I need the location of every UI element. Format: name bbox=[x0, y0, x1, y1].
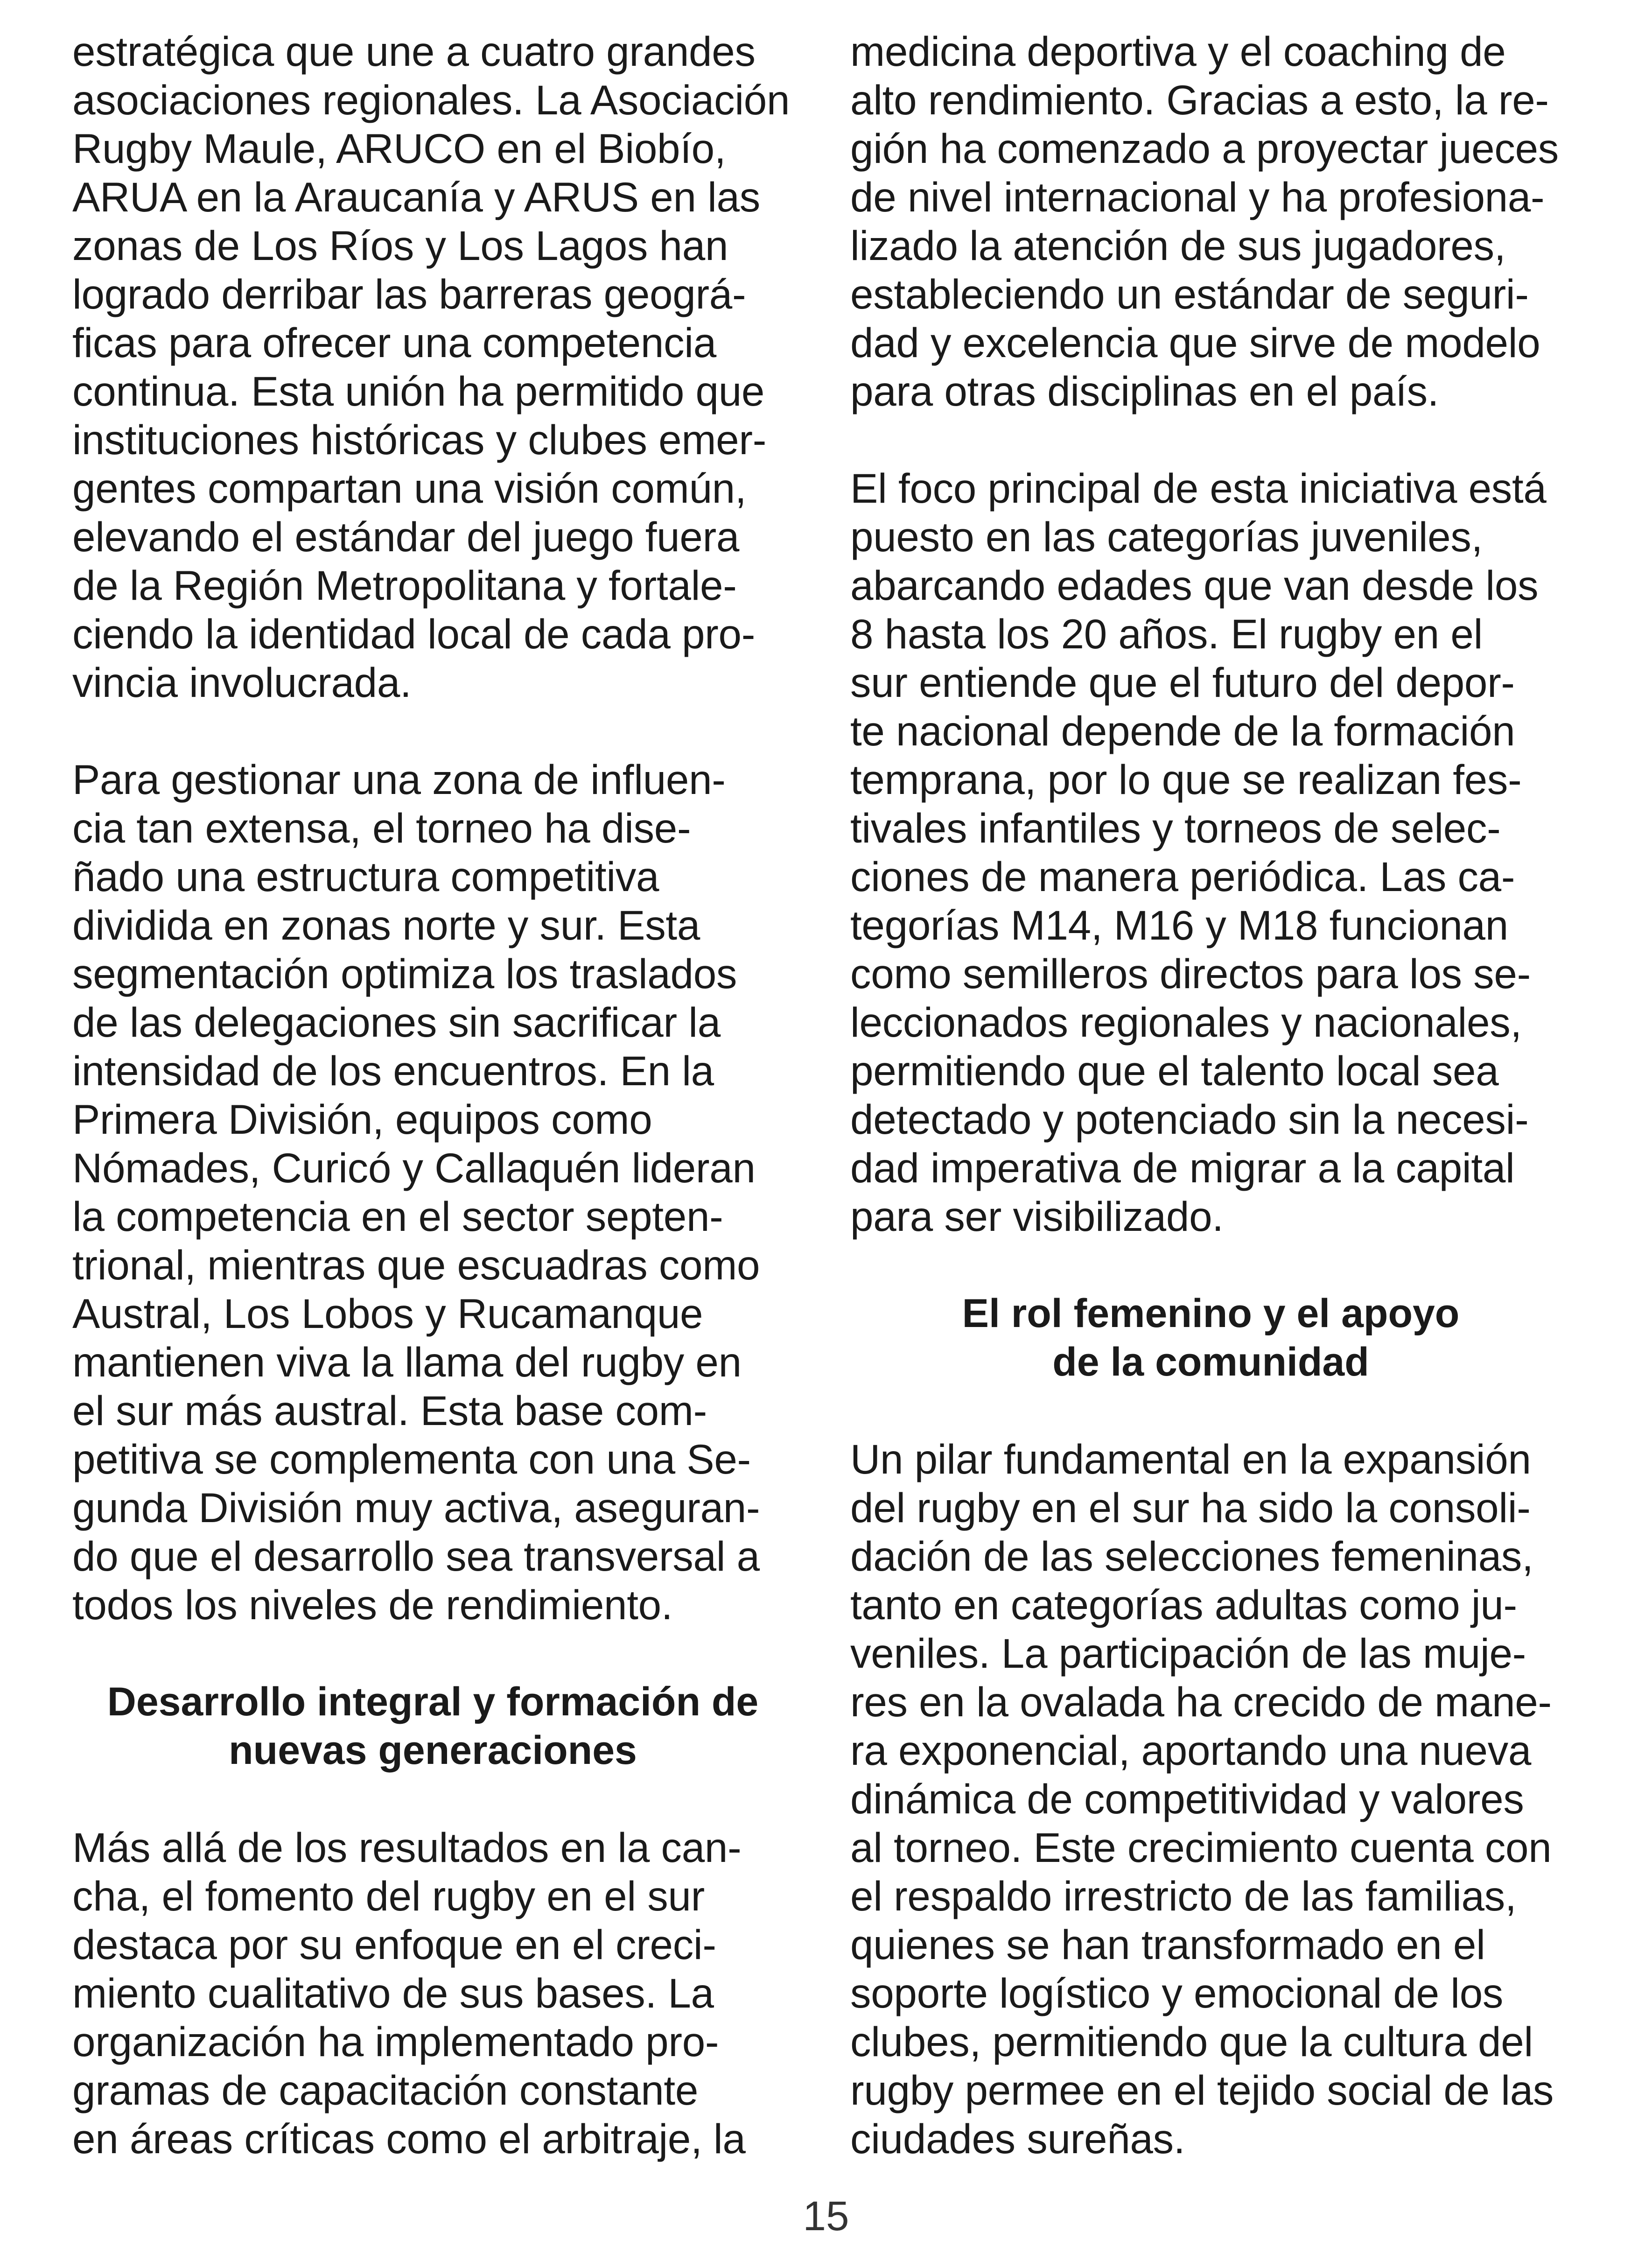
body-text-line: instituciones históricas y clubes emer- bbox=[72, 416, 767, 463]
body-text-line: tanto en categorías adultas como ju- bbox=[850, 1581, 1517, 1628]
section-heading-line: El rol femenino y el apoyo bbox=[962, 1291, 1460, 1336]
section-heading-line: Desarrollo integral y formación de bbox=[107, 1679, 759, 1724]
paragraph-gap bbox=[72, 1775, 793, 1823]
body-text-line: leccionados regionales y nacionales, bbox=[850, 999, 1522, 1046]
body-text-line: petitiva se complementa con una Se- bbox=[72, 1436, 751, 1482]
body-text-line: organización ha implementado pro- bbox=[72, 2018, 719, 2065]
body-text-line: ciudades sureñas. bbox=[850, 2115, 1185, 2162]
body-text-line: asociaciones regionales. La Asociación bbox=[72, 77, 790, 123]
body-text-line: dación de las selecciones femeninas, bbox=[850, 1533, 1533, 1580]
body-text-line: temprana, por lo que se realizan fes- bbox=[850, 756, 1522, 803]
section-heading-line: de la comunidad bbox=[1052, 1340, 1369, 1384]
body-text-line: medicina deportiva y el coaching de bbox=[850, 28, 1506, 75]
body-text-line: Austral, Los Lobos y Rucamanque bbox=[72, 1290, 703, 1337]
page-number: 15 bbox=[803, 2192, 849, 2239]
body-text-line: trional, mientras que escuadras como bbox=[72, 1242, 760, 1288]
body-text-line: 8 hasta los 20 años. El rugby en el bbox=[850, 611, 1483, 657]
body-text-line: estableciendo un estándar de seguri- bbox=[850, 271, 1529, 317]
body-text-line: para otras disciplinas en el país. bbox=[850, 368, 1439, 414]
body-text-line: Nómades, Curicó y Callaquén lideran bbox=[72, 1145, 756, 1191]
body-text-line: do que el desarrollo sea transversal a bbox=[72, 1533, 760, 1580]
body-text-line: todos los niveles de rendimiento. bbox=[72, 1581, 673, 1628]
body-text-line: El foco principal de esta iniciativa está bbox=[850, 465, 1547, 512]
body-text-line: cha, el fomento del rugby en el sur bbox=[72, 1873, 705, 1919]
body-text-line: la competencia en el sector septen- bbox=[72, 1193, 723, 1240]
body-text-line: tivales infantiles y torneos de selec- bbox=[850, 805, 1501, 851]
body-text-line: vincia involucrada. bbox=[72, 659, 412, 706]
body-text-line: logrado derribar las barreras geográ- bbox=[72, 271, 746, 317]
body-text-line: puesto en las categorías juveniles, bbox=[850, 513, 1483, 560]
body-text-line: gión ha comenzado a proyectar jueces bbox=[850, 125, 1559, 172]
body-text-line: soporte logístico y emocional de los bbox=[850, 1970, 1504, 2016]
paragraph-gap bbox=[72, 1629, 793, 1678]
body-text-line: en áreas críticas como el arbitraje, la bbox=[72, 2115, 746, 2162]
body-text-line: ARUA en la Araucanía y ARUS en las bbox=[72, 174, 760, 220]
body-text-line: Un pilar fundamental en la expansión bbox=[850, 1436, 1531, 1482]
body-text-line: intensidad de los encuentros. En la bbox=[72, 1047, 714, 1094]
body-text-line: para ser visibilizado. bbox=[850, 1193, 1224, 1240]
body-text-line: ñado una estructura competitiva bbox=[72, 853, 659, 900]
paragraph-gap bbox=[72, 707, 793, 755]
body-text-line: elevando el estándar del juego fuera bbox=[72, 513, 740, 560]
body-text-line: dad imperativa de migrar a la capital bbox=[850, 1145, 1515, 1191]
body-text-line: rugby permee en el tejido social de las bbox=[850, 2067, 1554, 2114]
body-text-line: ra exponencial, aportando una nueva bbox=[850, 1727, 1532, 1774]
body-text-line: como semilleros directos para los se- bbox=[850, 950, 1531, 997]
body-text-line: ficas para ofrecer una competencia bbox=[72, 319, 716, 366]
body-text-line: tegorías M14, M16 y M18 funcionan bbox=[850, 902, 1508, 948]
body-text-line: de las delegaciones sin sacrificar la bbox=[72, 999, 721, 1046]
body-text-line: cia tan extensa, el torneo ha dise- bbox=[72, 805, 691, 851]
left-text-column bbox=[72, 27, 793, 2163]
body-text-line: Rugby Maule, ARUCO en el Biobío, bbox=[72, 125, 726, 172]
body-text-line: ciendo la identidad local de cada pro- bbox=[72, 611, 756, 657]
body-text-line: de nivel internacional y ha profesiona- bbox=[850, 174, 1545, 220]
body-text-line: zonas de Los Ríos y Los Lagos han bbox=[72, 222, 728, 269]
body-text-line: alto rendimiento. Gracias a esto, la re- bbox=[850, 77, 1549, 123]
body-text-line: dinámica de competitividad y valores bbox=[850, 1776, 1524, 1822]
body-text-line: gramas de capacitación constante bbox=[72, 2067, 699, 2114]
body-text-line: de la Región Metropolitana y fortale- bbox=[72, 562, 737, 609]
body-text-line: mantienen viva la llama del rugby en bbox=[72, 1339, 742, 1385]
paragraph-gap bbox=[850, 1386, 1571, 1435]
body-text-line: clubes, permitiendo que la cultura del bbox=[850, 2018, 1533, 2065]
body-text-line: gentes compartan una visión común, bbox=[72, 465, 747, 512]
body-text-line: sur entiende que el futuro del depor- bbox=[850, 659, 1515, 706]
body-text-line: lizado la atención de sus jugadores, bbox=[850, 222, 1506, 269]
body-text-line: ciones de manera periódica. Las ca- bbox=[850, 853, 1515, 900]
paragraph-gap bbox=[850, 1241, 1571, 1289]
body-text-line: Primera División, equipos como bbox=[72, 1096, 652, 1143]
body-text-line: destaca por su enfoque en el creci- bbox=[72, 1921, 716, 1968]
body-text-line: segmentación optimiza los traslados bbox=[72, 950, 737, 997]
right-text-column bbox=[850, 27, 1571, 2163]
body-text-line: abarcando edades que van desde los bbox=[850, 562, 1539, 609]
body-text-line: dividida en zonas norte y sur. Esta bbox=[72, 902, 700, 948]
body-text-line: el respaldo irrestricto de las familias, bbox=[850, 1873, 1517, 1919]
body-text-line: el sur más austral. Esta base com- bbox=[72, 1387, 707, 1434]
section-heading-line: nuevas generaciones bbox=[229, 1728, 637, 1773]
paragraph-gap bbox=[850, 415, 1571, 464]
body-text-line: del rugby en el sur ha sido la consoli- bbox=[850, 1484, 1531, 1531]
body-text-line: Para gestionar una zona de influen- bbox=[72, 756, 726, 803]
body-text-line: veniles. La participación de las muje- bbox=[850, 1630, 1526, 1677]
body-text-line: Más allá de los resultados en la can- bbox=[72, 1824, 742, 1871]
body-text-line: miento cualitativo de sus bases. La bbox=[72, 1970, 714, 2016]
body-text-line: res en la ovalada ha crecido de mane- bbox=[850, 1678, 1552, 1725]
body-text-line: al torneo. Este crecimiento cuenta con bbox=[850, 1824, 1552, 1871]
body-text-line: estratégica que une a cuatro grandes bbox=[72, 28, 756, 75]
body-text-line: gunda División muy activa, aseguran- bbox=[72, 1484, 760, 1531]
body-text-line: te nacional depende de la formación bbox=[850, 708, 1515, 754]
body-text-line: permitiendo que el talento local sea bbox=[850, 1047, 1499, 1094]
body-text-line: quienes se han transformado en el bbox=[850, 1921, 1485, 1968]
body-text-line: continua. Esta unión ha permitido que bbox=[72, 368, 765, 414]
body-text-line: dad y excelencia que sirve de modelo bbox=[850, 319, 1540, 366]
body-text-line: detectado y potenciado sin la necesi- bbox=[850, 1096, 1529, 1143]
